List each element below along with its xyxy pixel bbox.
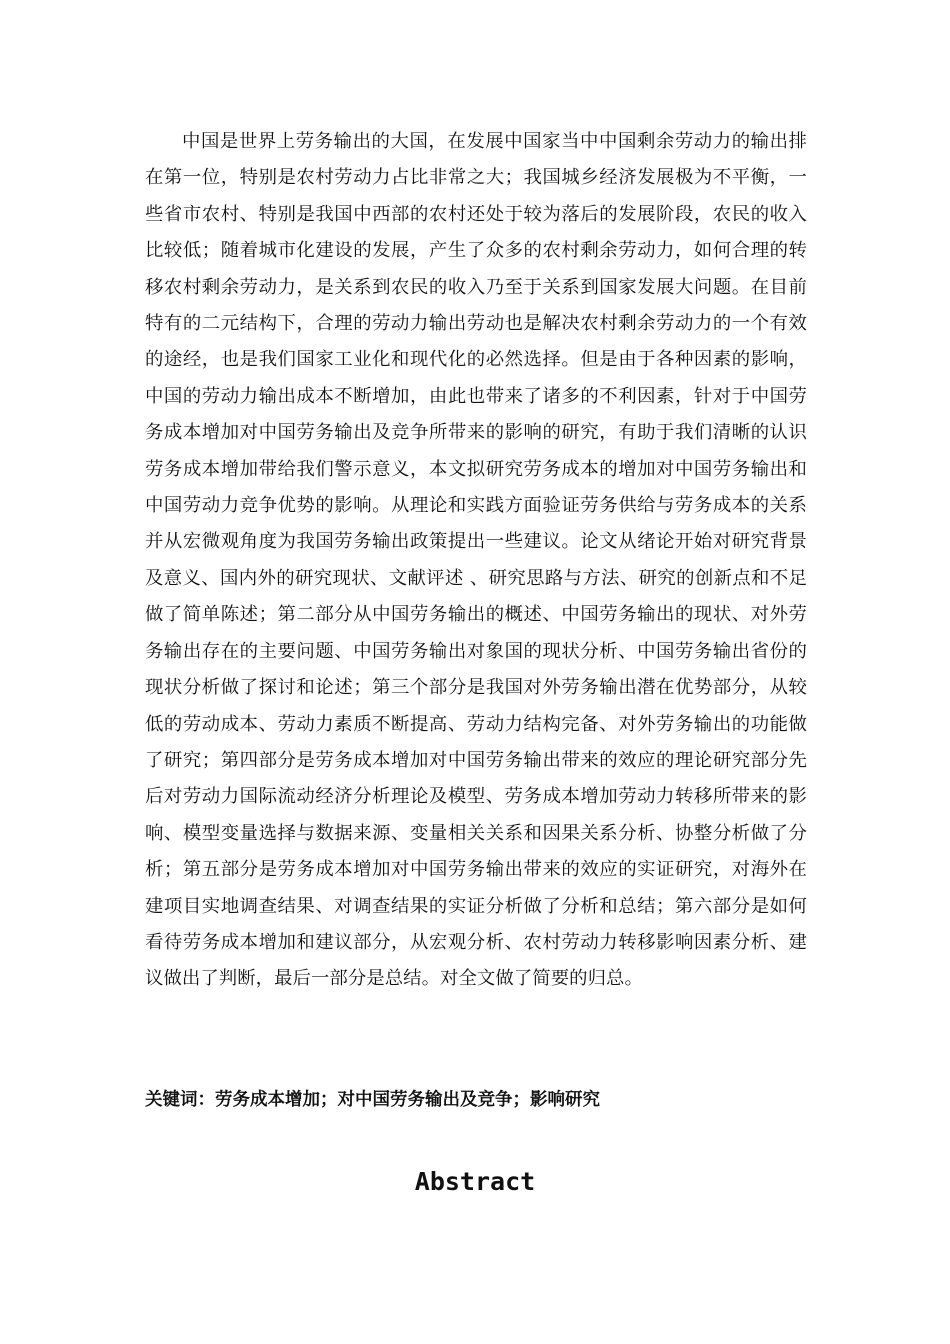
keywords-line: 关键词：劳务成本增加；对中国劳务输出及竞争；影响研究 [145,1090,600,1110]
abstract-heading: Abstract [414,1167,536,1196]
abstract-body-paragraph: 中国是世界上劳务输出的大国，在发展中国家当中中国剩余劳动力的输出排在第一位，特别是农村劳动力占比非常之大；我国城乡经济发展极为不平衡，一些省市农村、特别是我国中西部的农村还处于较为落后的发展阶段，农民的收入比较低；随着城市化建设的发展，产生了众多的农村剩余劳动力，如何合理的转移农村剩余劳动力，是关系到农民的收入乃至于关系到国家发展大问题。在目前特有的二元结构下，合理的劳动力输出劳动也是解决农村剩余劳动力的一个有效的途经，也是我们国家工业化和现代化的必然选择。但是由于各种因素的影响，中国的劳动力输出成本不断增加，由此也带来了诸多的不利因素，针对于中国劳务成本增加对中国劳务输出及竞争所带来的影响的研究，有助于我们清晰的认识劳务成本增加带给我们警示意义，本文拟研究劳务成本的增加对中国劳务输出和中国劳动力竞争优势的影响。从理论和实践方面验证劳务供给与劳务成本的关系并从宏微观角度为我国劳务输出政策提出一些建议。论文从绪论开始对研究背景及意义、国内外的研究现状、文献评述 、研究思路与方法、研究的创新点和不足做了简单陈述；第二部分从中国劳务输出的概述、中国劳务输出的现状、对外劳务输出存在的主要问题、中国劳务输出对象国的现状分析、中国劳务输出省份的现状分析做了探讨和论述；第三个部分是我国对外劳务输出潜在优势部分，从较低的劳动成本、劳动力素质不断提高、劳动力结构完备、对外劳务输出的功能做了研究；第四部分是劳务成本增加对中国劳务输出带来的效应的理论研究部分先后对劳动力国际流动经济分析理论及模型、劳务成本增加劳动力转移所带来的影响、模型变量选择与数据来源、变量相关关系和因果关系分析、协整分析做了分析；第五部分是劳务成本增加对中国劳务输出带来的效应的实证研究，对海外在建项目实地调查结果、对调查结果的实证分析做了分析和总结；第六部分是如何看待劳务成本增加和建议部分，从宏观分析、农村劳动力转移影响因素分析、建议做出了判断，最后一部分是总结。对全文做了简要的归总。 [145,131,807,990]
